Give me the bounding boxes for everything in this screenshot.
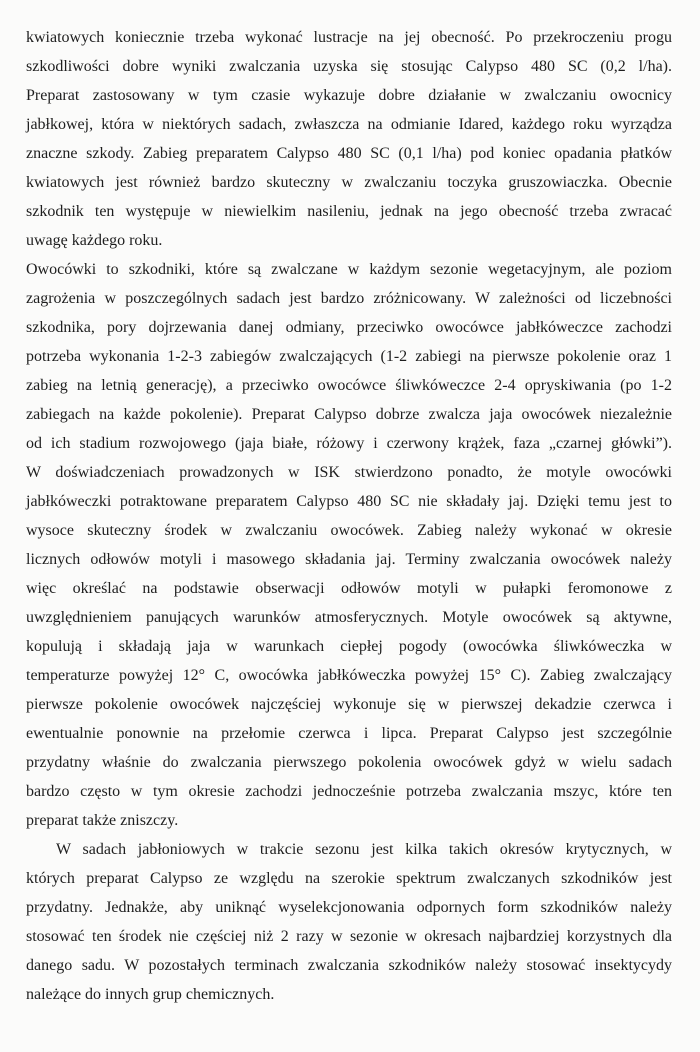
document-paragraph (26, 23, 672, 255)
text-line: wysoce skuteczny środek w zwalczaniu owocówek. Zabieg należy wykonać w okresie (26, 522, 672, 539)
text-line: zagrożenia w poszczególnych sadach jest bardzo zróżnicowany. W zależności od liczebności (26, 290, 672, 307)
text-line: kwiatowych koniecznie trzeba wykonać lustracje na jej obecność. Po przekroczeniu progu (26, 29, 672, 46)
text-line: których preparat Calypso ze względu na szerokie spektrum zwalczanych szkodników jest (26, 870, 672, 887)
text-line: kwiatowych jest również bardzo skuteczny w zwalczaniu toczyka gruszowiaczka. Obecnie (26, 174, 672, 191)
text-line: W doświadczeniach prowadzonych w ISK stwierdzono ponadto, że motyle owocówki (26, 464, 672, 481)
text-line: przydatny. Jednakże, aby uniknąć wyselekcjonowania odpornych form szkodników należy (26, 899, 672, 916)
document-text (26, 23, 672, 1009)
text-line: bardzo często w tym okresie zachodzi jednocześnie potrzeba zwalczania mszyc, które ten (26, 783, 672, 800)
text-line: Owocówki to szkodniki, które są zwalczane w każdym sezonie wegetacyjnym, ale poziom (26, 261, 672, 278)
text-line: zabiegach na każde pokolenie). Preparat Calypso dobrze zwalcza jaja owocówek niezależnie (26, 406, 672, 423)
text-line: szkodnik ten występuje w niewielkim nasileniu, jednak na jego obecność trzeba zwracać (26, 203, 672, 220)
text-line: przydatny właśnie do zwalczania pierwszego pokolenia owocówek gdyż w wielu sadach (26, 754, 672, 771)
text-line: ewentualnie ponownie na przełomie czerwca i lipca. Preparat Calypso jest szczególnie (26, 725, 672, 742)
text-line: kopulują i składają jaja w warunkach ciepłej pogody (owocówka śliwkóweczka w (26, 638, 672, 655)
text-line: danego sadu. W pozostałych terminach zwalczania szkodników należy stosować insektycydy (26, 957, 672, 974)
text-line: licznych odłowów motyli i masowego składania jaj. Terminy zwalczania owocówek należy (26, 551, 672, 568)
text-line: temperaturze powyżej 12° C, owocówka jabłkóweczka powyżej 15° C). Zabieg zwalczający (26, 667, 672, 684)
text-line: znaczne szkody. Zabieg preparatem Calypso 480 SC (0,1 l/ha) pod koniec opadania płatków (26, 145, 672, 162)
text-line: preparat także zniszczy. (26, 812, 179, 829)
text-line: jabłkóweczki potraktowane preparatem Calypso 480 SC nie składały jaj. Dzięki temu jest to (26, 493, 672, 510)
text-line: uwagę każdego roku. (26, 232, 163, 249)
text-line: Preparat zastosowany w tym czasie wykazuje dobre działanie w zwalczaniu owocnicy (26, 87, 672, 104)
text-line: szkodnika, pory dojrzewania danej odmiany, przeciwko owocówce jabłkóweczce zachodzi (26, 319, 672, 336)
text-line: W sadach jabłoniowych w trakcie sezonu jest kilka takich okresów krytycznych, w (56, 841, 672, 858)
document-paragraph (26, 255, 672, 835)
text-line: szkodliwości dobre wyniki zwalczania uzyska się stosując Calypso 480 SC (0,2 l/ha). (26, 58, 672, 75)
document-paragraph (26, 835, 672, 1009)
text-line: pierwsze pokolenie owocówek najczęściej wykonuje się w pierwszej dekadzie czerwca i (26, 696, 672, 713)
text-line: od ich stadium rozwojowego (jaja białe, różowy i czerwony krążek, faza „czarnej główki”). (26, 435, 672, 452)
text-line: więc określać na podstawie obserwacji odłowów motyli w pułapki feromonowe z (26, 580, 672, 597)
text-line: należące do innych grup chemicznych. (26, 986, 275, 1003)
text-line: zabieg na letnią generację), a przeciwko owocówce śliwkóweczce 2-4 opryskiwania (po 1-2 (26, 377, 672, 394)
text-line: jabłkowej, która w niektórych sadach, zwłaszcza na odmianie Idared, każdego roku wyrządza (26, 116, 672, 133)
text-line: uwzględnieniem panujących warunków atmosferycznych. Motyle owocówek są aktywne, (26, 609, 672, 626)
text-line: stosować ten środek nie częściej niż 2 razy w sezonie w okresach najbardziej korzystnych dla (26, 928, 672, 945)
text-line: potrzeba wykonania 1-2-3 zabiegów zwalczających (1-2 zabiegi na pierwsze pokolenie oraz 1 (26, 348, 672, 365)
